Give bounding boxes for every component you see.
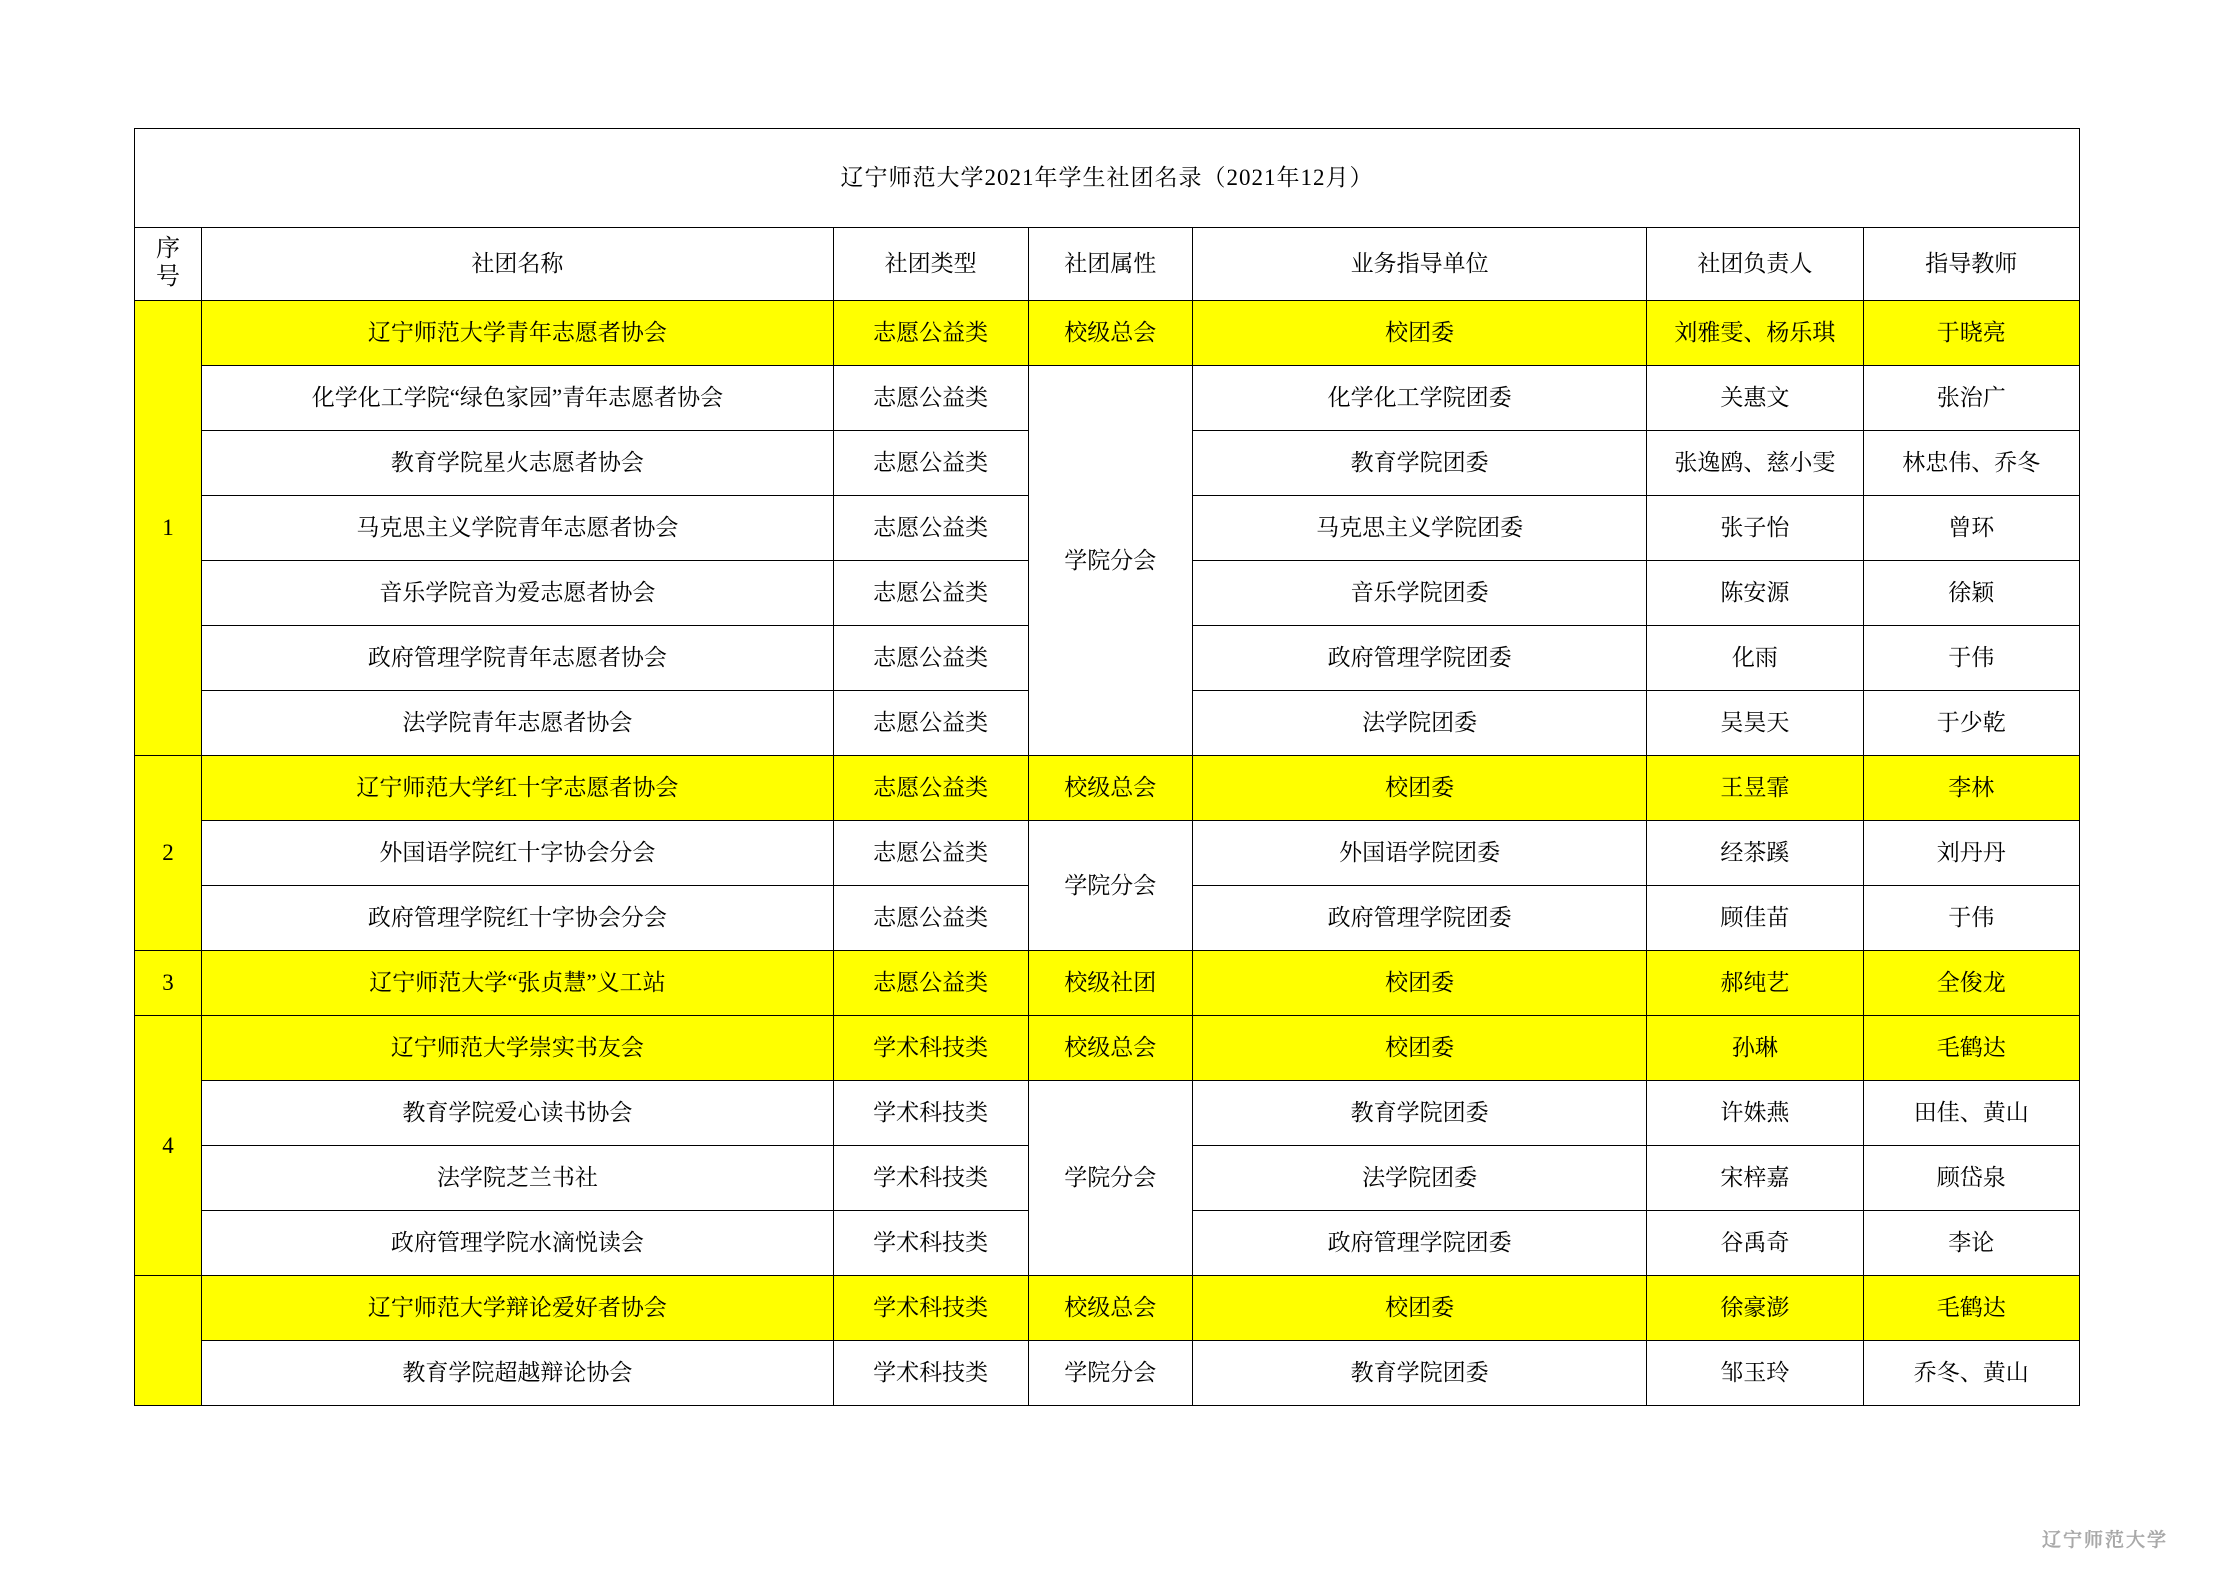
cell-club-name: 政府管理学院红十字协会分会 xyxy=(202,886,834,951)
table-row xyxy=(135,1016,2080,1081)
club-directory-table-wrapper xyxy=(134,128,2080,1406)
cell-club-type: 志愿公益类 xyxy=(833,496,1028,561)
cell-club-attribute: 校级总会 xyxy=(1028,756,1192,821)
cell-club-name: 辽宁师范大学青年志愿者协会 xyxy=(202,301,834,366)
cell-club-name: 教育学院星火志愿者协会 xyxy=(202,431,834,496)
cell-guidance-unit: 法学院团委 xyxy=(1192,691,1646,756)
cell-guidance-unit: 校团委 xyxy=(1192,1016,1646,1081)
cell-club-type: 学术科技类 xyxy=(833,1211,1028,1276)
table-row xyxy=(135,366,2080,431)
cell-club-type: 学术科技类 xyxy=(833,1081,1028,1146)
cell-guidance-unit: 教育学院团委 xyxy=(1192,1341,1646,1406)
table-body xyxy=(135,129,2080,1406)
cell-club-name: 政府管理学院青年志愿者协会 xyxy=(202,626,834,691)
cell-club-name: 化学化工学院“绿色家园”青年志愿者协会 xyxy=(202,366,834,431)
cell-club-leader: 张子怡 xyxy=(1647,496,1863,561)
cell-club-leader: 徐豪澎 xyxy=(1647,1276,1863,1341)
cell-club-attribute: 校级总会 xyxy=(1028,301,1192,366)
cell-club-leader: 顾佳苗 xyxy=(1647,886,1863,951)
cell-seq: 1 xyxy=(135,301,202,756)
cell-club-name: 政府管理学院水滴悦读会 xyxy=(202,1211,834,1276)
cell-club-attribute: 学院分会 xyxy=(1028,366,1192,756)
cell-guidance-unit: 教育学院团委 xyxy=(1192,431,1646,496)
cell-club-type: 志愿公益类 xyxy=(833,626,1028,691)
cell-club-type: 志愿公益类 xyxy=(833,691,1028,756)
cell-guidance-unit: 政府管理学院团委 xyxy=(1192,886,1646,951)
cell-instructor: 刘丹丹 xyxy=(1863,821,2079,886)
column-header-seq-line1: 序 xyxy=(156,236,181,263)
cell-guidance-unit: 校团委 xyxy=(1192,301,1646,366)
cell-club-leader: 化雨 xyxy=(1647,626,1863,691)
cell-club-name: 教育学院超越辩论协会 xyxy=(202,1341,834,1406)
cell-instructor: 毛鹤达 xyxy=(1863,1016,2079,1081)
table-row xyxy=(135,1276,2080,1341)
cell-club-attribute: 学院分会 xyxy=(1028,1081,1192,1276)
cell-club-leader: 刘雅雯、杨乐琪 xyxy=(1647,301,1863,366)
table-row xyxy=(135,301,2080,366)
cell-instructor: 顾岱泉 xyxy=(1863,1146,2079,1211)
cell-club-type: 志愿公益类 xyxy=(833,886,1028,951)
cell-club-type: 学术科技类 xyxy=(833,1341,1028,1406)
cell-club-attribute: 学院分会 xyxy=(1028,821,1192,951)
cell-club-leader: 关惠文 xyxy=(1647,366,1863,431)
cell-instructor: 毛鹤达 xyxy=(1863,1276,2079,1341)
cell-guidance-unit: 马克思主义学院团委 xyxy=(1192,496,1646,561)
cell-club-type: 志愿公益类 xyxy=(833,301,1028,366)
cell-instructor: 田佳、黄山 xyxy=(1863,1081,2079,1146)
cell-club-name: 法学院青年志愿者协会 xyxy=(202,691,834,756)
cell-club-leader: 邹玉玲 xyxy=(1647,1341,1863,1406)
cell-club-type: 志愿公益类 xyxy=(833,431,1028,496)
watermark: 辽宁师范大学 xyxy=(2041,1530,2168,1551)
cell-seq: 2 xyxy=(135,756,202,951)
cell-club-leader: 陈安源 xyxy=(1647,561,1863,626)
cell-guidance-unit: 政府管理学院团委 xyxy=(1192,1211,1646,1276)
cell-instructor: 曾环 xyxy=(1863,496,2079,561)
cell-club-type: 志愿公益类 xyxy=(833,821,1028,886)
cell-guidance-unit: 政府管理学院团委 xyxy=(1192,626,1646,691)
column-header-type: 社团类型 xyxy=(833,228,1028,301)
cell-guidance-unit: 化学化工学院团委 xyxy=(1192,366,1646,431)
cell-club-leader: 孙琳 xyxy=(1647,1016,1863,1081)
cell-club-leader: 许姝燕 xyxy=(1647,1081,1863,1146)
cell-club-name: 外国语学院红十字协会分会 xyxy=(202,821,834,886)
cell-club-leader: 王昱霏 xyxy=(1647,756,1863,821)
column-header-unit: 业务指导单位 xyxy=(1192,228,1646,301)
cell-seq: 4 xyxy=(135,1016,202,1276)
cell-club-attribute: 学院分会 xyxy=(1028,1341,1192,1406)
cell-instructor: 乔冬、黄山 xyxy=(1863,1341,2079,1406)
column-header-attribute: 社团属性 xyxy=(1028,228,1192,301)
cell-instructor: 于少乾 xyxy=(1863,691,2079,756)
cell-instructor: 徐颖 xyxy=(1863,561,2079,626)
table-row xyxy=(135,1081,2080,1146)
cell-instructor: 李林 xyxy=(1863,756,2079,821)
column-header-seq xyxy=(135,228,202,301)
cell-instructor: 张治广 xyxy=(1863,366,2079,431)
table-row xyxy=(135,756,2080,821)
cell-instructor: 林忠伟、乔冬 xyxy=(1863,431,2079,496)
cell-club-name: 马克思主义学院青年志愿者协会 xyxy=(202,496,834,561)
column-header-teacher: 指导教师 xyxy=(1863,228,2079,301)
cell-club-name: 辽宁师范大学“张贞慧”义工站 xyxy=(202,951,834,1016)
cell-club-name: 法学院芝兰书社 xyxy=(202,1146,834,1211)
cell-club-leader: 经茶蹊 xyxy=(1647,821,1863,886)
cell-seq: 3 xyxy=(135,951,202,1016)
table-row xyxy=(135,951,2080,1016)
cell-instructor: 于伟 xyxy=(1863,626,2079,691)
cell-guidance-unit: 音乐学院团委 xyxy=(1192,561,1646,626)
page-title: 辽宁师范大学2021年学生社团名录（2021年12月） xyxy=(135,129,2080,228)
cell-seq xyxy=(135,1276,202,1406)
club-directory-table xyxy=(134,128,2080,1406)
cell-instructor: 于晓亮 xyxy=(1863,301,2079,366)
cell-club-leader: 张逸鸥、慈小雯 xyxy=(1647,431,1863,496)
cell-club-type: 志愿公益类 xyxy=(833,366,1028,431)
cell-club-attribute: 校级总会 xyxy=(1028,1276,1192,1341)
cell-club-leader: 郝纯艺 xyxy=(1647,951,1863,1016)
cell-club-leader: 谷禹奇 xyxy=(1647,1211,1863,1276)
table-row xyxy=(135,1341,2080,1406)
cell-club-type: 志愿公益类 xyxy=(833,951,1028,1016)
cell-club-type: 志愿公益类 xyxy=(833,756,1028,821)
table-header-row xyxy=(135,228,2080,301)
cell-instructor: 于伟 xyxy=(1863,886,2079,951)
cell-club-type: 学术科技类 xyxy=(833,1016,1028,1081)
cell-guidance-unit: 校团委 xyxy=(1192,756,1646,821)
cell-club-name: 辽宁师范大学红十字志愿者协会 xyxy=(202,756,834,821)
cell-club-leader: 吴昊天 xyxy=(1647,691,1863,756)
cell-club-leader: 宋梓嘉 xyxy=(1647,1146,1863,1211)
column-header-name: 社团名称 xyxy=(202,228,834,301)
cell-club-attribute: 校级社团 xyxy=(1028,951,1192,1016)
table-row xyxy=(135,821,2080,886)
cell-club-name: 音乐学院音为爱志愿者协会 xyxy=(202,561,834,626)
cell-club-type: 学术科技类 xyxy=(833,1146,1028,1211)
cell-club-type: 志愿公益类 xyxy=(833,561,1028,626)
cell-guidance-unit: 校团委 xyxy=(1192,951,1646,1016)
cell-club-name: 辽宁师范大学辩论爱好者协会 xyxy=(202,1276,834,1341)
cell-instructor: 全俊龙 xyxy=(1863,951,2079,1016)
column-header-leader: 社团负责人 xyxy=(1647,228,1863,301)
cell-club-type: 学术科技类 xyxy=(833,1276,1028,1341)
cell-club-name: 辽宁师范大学崇实书友会 xyxy=(202,1016,834,1081)
cell-guidance-unit: 外国语学院团委 xyxy=(1192,821,1646,886)
cell-instructor: 李论 xyxy=(1863,1211,2079,1276)
cell-club-attribute: 校级总会 xyxy=(1028,1016,1192,1081)
title-row xyxy=(135,129,2080,228)
cell-guidance-unit: 校团委 xyxy=(1192,1276,1646,1341)
cell-guidance-unit: 法学院团委 xyxy=(1192,1146,1646,1211)
column-header-seq-line2: 号 xyxy=(156,264,181,290)
cell-club-name: 教育学院爱心读书协会 xyxy=(202,1081,834,1146)
cell-guidance-unit: 教育学院团委 xyxy=(1192,1081,1646,1146)
